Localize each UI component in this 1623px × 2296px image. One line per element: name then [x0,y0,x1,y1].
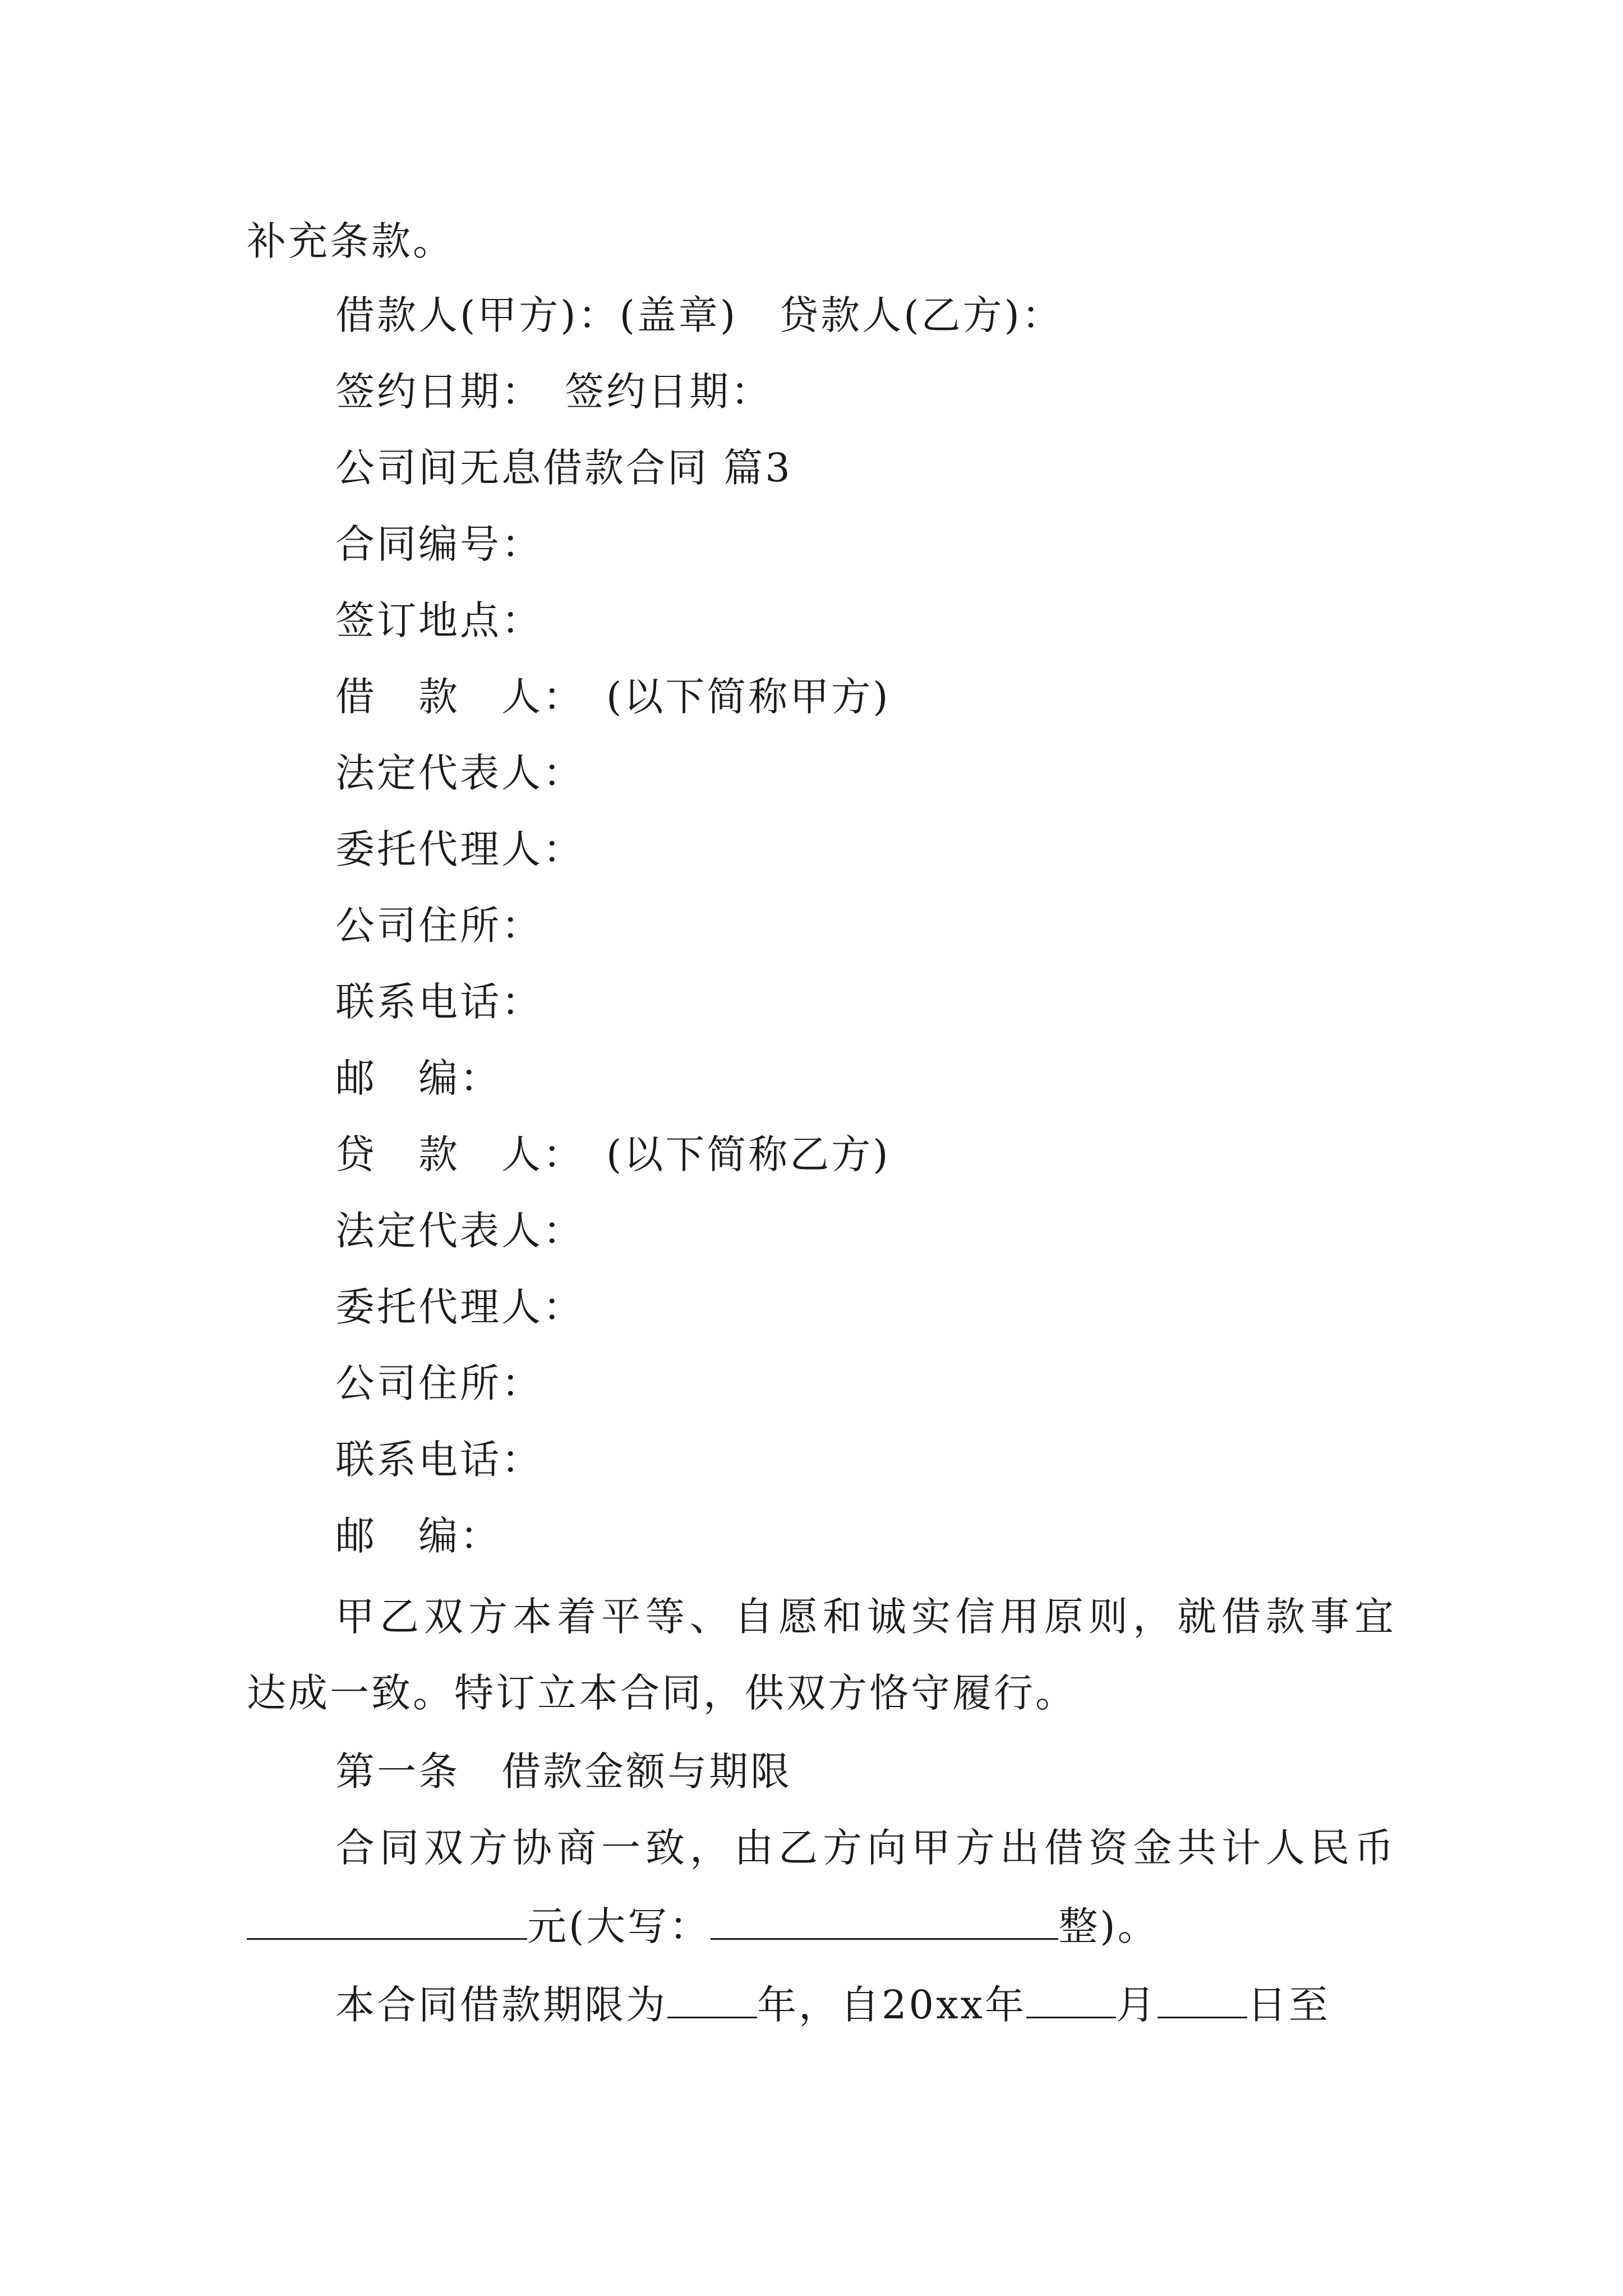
text-line: 邮 编： [335,1055,501,1101]
text-line: 委托代理人： [335,826,584,872]
term-years-blank [667,1982,757,2018]
term-day-blank [1158,1982,1247,2018]
text-line: 法定代表人： [335,750,584,796]
article-heading: 第一条 借款金额与期限 [335,1749,792,1795]
text-line: 签订地点： [335,597,543,643]
paragraph-line: 达成一致。特订立本合同，供双方恪守履行。 [247,1670,1077,1716]
text-line: 联系电话： [335,1437,543,1483]
term-month-unit: 月 [1116,1982,1158,2028]
paragraph-line: 甲乙双方本着平等、自愿和诚实信用原则，就借款事宜 [335,1594,1399,1640]
section-heading: 公司间无息借款合同 篇3 [335,445,792,491]
text-line: 合同编号： [335,521,543,567]
term-line [335,1977,1330,2033]
text-line: 借 款 人： (以下简称甲方) [335,674,891,720]
text-line: 法定代表人： [335,1208,584,1254]
text-line: 邮 编： [335,1513,501,1559]
term-prefix: 本合同借款期限为 [335,1982,667,2028]
text-line: 贷 款 人： (以下简称乙方) [335,1131,891,1177]
amount-suffix: 整)。 [1058,1903,1159,1949]
term-day-unit: 日至 [1247,1982,1331,2028]
amount-blank [247,1903,527,1940]
text-line: 补充条款。 [247,218,454,264]
text-line: 借款人(甲方)：(盖章) 贷款人(乙方)： [335,292,1063,338]
text-line: 委托代理人： [335,1284,584,1330]
text-line: 公司住所： [335,903,543,949]
amount-line [247,1898,1159,1954]
text-line: 联系电话： [335,979,543,1025]
text-line: 签约日期： 签约日期： [335,369,772,415]
amount-unit: 元(大写： [527,1903,711,1949]
paragraph-line: 合同双方协商一致，由乙方向甲方出借资金共计人民币 [335,1825,1399,1871]
term-year-unit: 年，自20xx年 [757,1982,1027,2028]
amount-words-blank [711,1903,1058,1940]
term-month-blank [1026,1982,1116,2018]
text-line: 公司住所： [335,1360,543,1406]
